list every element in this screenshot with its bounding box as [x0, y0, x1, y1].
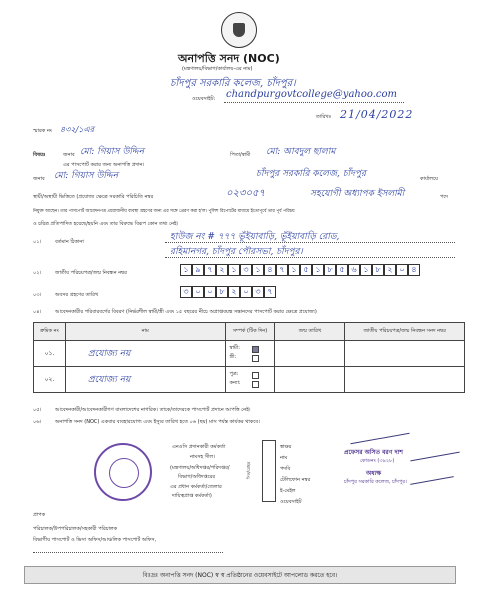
table-cell-relation — [225, 341, 275, 367]
handwritten-signature — [410, 476, 454, 485]
father-label: পিতা/স্বামী — [230, 152, 251, 158]
body-office-suffix: কার্যালয়ে — [420, 176, 438, 182]
subject-label: বিষয়ঃ — [33, 152, 46, 158]
nid-digit: ১ — [180, 264, 192, 276]
table-cell-nid — [345, 367, 465, 393]
nid-digit: ২ — [384, 264, 396, 276]
table-cell-relation — [225, 367, 275, 393]
seal-strip-label: সিল/মোহর — [246, 461, 252, 480]
office-round-stamp — [94, 443, 152, 501]
nid-digit-boxes — [180, 264, 420, 276]
table-cell-serial: ০২. — [34, 367, 66, 393]
table-header: জন্ম তারিখ — [275, 323, 345, 341]
office-name: চাঁদপুর সরকারি কলেজ, চাঁদপুর। — [170, 78, 296, 89]
nid-digit: ১ — [252, 264, 264, 276]
government-seal-icon — [221, 12, 257, 48]
table-cell-name: প্রযোজ্য নয় — [65, 367, 225, 393]
table-row — [34, 367, 465, 393]
nid-digit: ১ — [312, 264, 324, 276]
body-id-number: ০২৩০৫৭ — [226, 188, 265, 199]
authority-line: দায়িত্বপ্রাপ্ত কর্মকর্তা) — [172, 493, 212, 499]
date-label: তারিখঃ — [316, 114, 332, 120]
table-header: নাম — [65, 323, 225, 341]
nid-digit: ৭ — [276, 264, 288, 276]
table-header: ক্রমিক নং — [34, 323, 66, 341]
relation-checkbox[interactable] — [252, 346, 259, 353]
declaration-line-6: অনাপত্তি সনদ (NOC) একবার ব্যবহারযোগ্য এবং ইস্যুর তারিখ হতে ০৬ (ছয়) মাস পর্যন্ত কার্যকর থাকবে। — [55, 419, 260, 425]
body-name: মো: গিয়াস উদ্দিন — [54, 171, 118, 181]
memo-label: স্মারক নং — [33, 128, 52, 134]
nid-digit: ৮ — [372, 264, 384, 276]
stamp-code: কোডনং (৩৯২৮) — [360, 458, 395, 464]
nid-digit: ৩ — [240, 264, 252, 276]
retire-digit: ০ — [240, 286, 252, 298]
nid-digit: ১ — [228, 264, 240, 276]
document-title: অনাপত্তি সনদ (NOC) — [178, 52, 280, 65]
stamp-post: অধ্যক্ষ — [366, 470, 382, 477]
nid-digit: ০ — [396, 264, 408, 276]
retire-digit: ৩ — [180, 286, 192, 298]
table-cell-name: প্রযোজ্য নয় — [65, 341, 225, 367]
authority-line: এর প্রধান কর্মকর্তা/জেলার — [170, 484, 222, 490]
nid-digit: ৮ — [324, 264, 336, 276]
nid-digit: ৬ — [348, 264, 360, 276]
body-permanent-line: স্থায়ী/অস্থায়ী ভিত্তিতে (প্রযোজ্য ক্ষেত্রে সরকারি পরিচিতি নম্বর — [33, 194, 154, 200]
body-post: সহযোগী অধ্যাপক ইসলামী — [310, 189, 405, 199]
retire-digit-boxes — [180, 286, 276, 298]
subject-passport-line: এর পাসপোর্ট করার জন্য অনাপত্তি প্রদান। — [63, 162, 145, 168]
field-label-phone: টেলিফোন নম্বর — [280, 477, 311, 483]
father-name: মো: আবদুল ছালাম — [266, 147, 336, 157]
body-office: চাঁদপুর সরকারি কলেজ, চাঁদপুর — [256, 169, 366, 179]
recipient-label: প্রাপক — [33, 512, 46, 518]
nid-digit: ৪ — [264, 264, 276, 276]
table-cell-nid — [345, 341, 465, 367]
item-4-number: ০৪। — [33, 309, 42, 315]
body-janab-label: জনাব — [33, 176, 45, 182]
subject-name: মো: গিয়াস উদ্দিন — [80, 147, 144, 157]
nid-digit: ৪ — [408, 264, 420, 276]
relation-label: কন্যা: — [229, 380, 241, 386]
authority-line: (মন্ত্রণালয়/অধিদপ্তর/পরিদপ্তর/ — [170, 465, 230, 471]
retire-digit: ০ — [192, 286, 204, 298]
body-line4: ও চরিত্র প্রতিপাদিত হয়েছে/হয়নি এবং তার বিরুদ্ধে বিরূপ কোন তথ্য নেই। — [33, 221, 179, 227]
nid-digit: ৫ — [300, 264, 312, 276]
subject-janab-label: জনাব — [63, 152, 75, 158]
memo-value: ৪৩২/১এর — [60, 125, 94, 134]
field-label-website: ওয়েবসাইট — [280, 499, 302, 505]
nid-label: জাতীয় পরিচয়পত্র/জন্ম নিবন্ধন নম্বর — [55, 270, 127, 276]
authority-line: নামসহ সীল। — [190, 454, 215, 460]
nid-digit: ১ — [360, 264, 372, 276]
table-cell-serial: ০১. — [34, 341, 66, 367]
stamp-office: চাঁদপুর সরকারি কলেজ, চাঁদপুর। — [344, 479, 407, 485]
item-1-number: ০১। — [33, 239, 42, 245]
item-5-number: ০৫। — [33, 407, 42, 413]
nid-digit: ৯ — [192, 264, 204, 276]
retire-digit: ৮ — [216, 286, 228, 298]
relation-checkbox[interactable] — [252, 355, 259, 362]
item-6-number: ০৬। — [33, 419, 42, 425]
body-line3: নিযুক্ত আছেন। তার পাসপোর্ট আবেদনপত্র প্রয়োজনীয় ব্যবস্থা গ্রহণের জন্য এর সঙ্গে প্রেরণ করা হ'ল। পুলিশ রিপোর্টের মাধ্যমে ইতোপূর্বে তার পূর্ব পরিচয় — [33, 209, 295, 214]
retire-label: অবসর গ্রহণের তারিখ — [55, 292, 99, 298]
handwritten-signature — [350, 433, 409, 444]
nid-digit: ৫ — [336, 264, 348, 276]
body-post-suffix: পদে — [440, 194, 449, 200]
nid-digit: ৭ — [204, 264, 216, 276]
website-label: ওয়েবসাইট: — [192, 96, 216, 102]
family-label: আবেদনকারীর পরিবারবর্গের বিবরণ (নির্ভরশীল স্বামী/স্ত্রী এবং ১৫ বছরের নীচে অপ্রাপ্তবয়স্ক সন্তানদের পাসপোর্ট করার ক্ষেত্রে প্রযোজ্য) — [55, 309, 317, 315]
document-subtitle: (মন্ত্রণালয়/বিভাগ/কার্যালয়-এর নাম) — [182, 66, 253, 72]
table-header: জাতীয় পরিচয়পত্র/জন্ম নিবন্ধন সনদ নম্বর — [345, 323, 465, 341]
handwritten-signature — [410, 452, 459, 462]
address-line-1: হাউজ নং # ৭৭৭ ভূঁইয়াবাড়ি, ভূঁইয়াবাড়ি রোড, — [170, 232, 340, 242]
retire-digit: ৭ — [264, 286, 276, 298]
address-line-2: রহিমানগর, চাঁদপুর পৌরসভা, চাঁদপুর। — [170, 247, 303, 257]
declaration-line-5: আবেদনকারী/আবেদনকারীগণ বাংলাদেশের নাগরিক। তাকে/তাদেরকে পাসপোর্ট প্রদানে আপত্তি নেই। — [55, 407, 251, 413]
nid-digit: ২ — [216, 264, 228, 276]
retire-digit: ৩ — [252, 286, 264, 298]
table-row — [34, 341, 465, 367]
retire-digit: ২ — [228, 286, 240, 298]
relation-label: পুত্র: — [229, 371, 239, 377]
stamp-name: প্রফেসর অসিত বরণ দাশ — [344, 449, 403, 456]
table-header: সম্পর্ক (টিক দিন) — [225, 323, 275, 341]
relation-checkbox[interactable] — [252, 372, 259, 379]
date-value: 21/04/2022 — [340, 108, 414, 121]
field-label-email: ই-মেইল — [280, 488, 296, 494]
recipient-line-2: বিভাগীয় পাসপোর্ট ও ভিসা অফিস/আঞ্চলিক পাসপোর্ট অফিস, — [33, 537, 157, 543]
table-cell-dob — [275, 367, 345, 393]
recipient-line-1: পরিচালক/উপপরিচালক/সহকারী পরিচালক — [33, 526, 118, 532]
family-table — [33, 322, 465, 393]
retire-digit: ০ — [204, 286, 216, 298]
relation-checkbox[interactable] — [252, 381, 259, 388]
relation-label: স্বামী: — [229, 345, 240, 351]
footer-note: বিঃদ্রঃ অনাপত্তি সনদ (NOC) স্ব স্ব প্রতিষ্ঠানের ওয়েবসাইটে আপলোড করতে হবে। — [24, 566, 456, 584]
authority-line: এনওসি প্রদানকারী কর্মকর্তা — [172, 444, 226, 450]
table-cell-dob — [275, 341, 345, 367]
field-label-name: নাম — [280, 455, 288, 461]
seal-strip — [246, 440, 276, 502]
authority-line: বিভাগ/অধিদপ্তরের — [178, 474, 216, 480]
field-label-signature: স্বাক্ষর — [280, 444, 292, 450]
item-2-number: ০২। — [33, 270, 42, 276]
website-value: chandpurgovtcollege@yahoo.com — [226, 89, 398, 100]
field-label-designation: পদবি — [280, 466, 291, 472]
address-label: বর্তমান ঠিকানা — [55, 239, 84, 245]
relation-label: স্ত্রী: — [229, 354, 237, 360]
nid-digit: ১ — [288, 264, 300, 276]
item-3-number: ০৩। — [33, 292, 42, 298]
